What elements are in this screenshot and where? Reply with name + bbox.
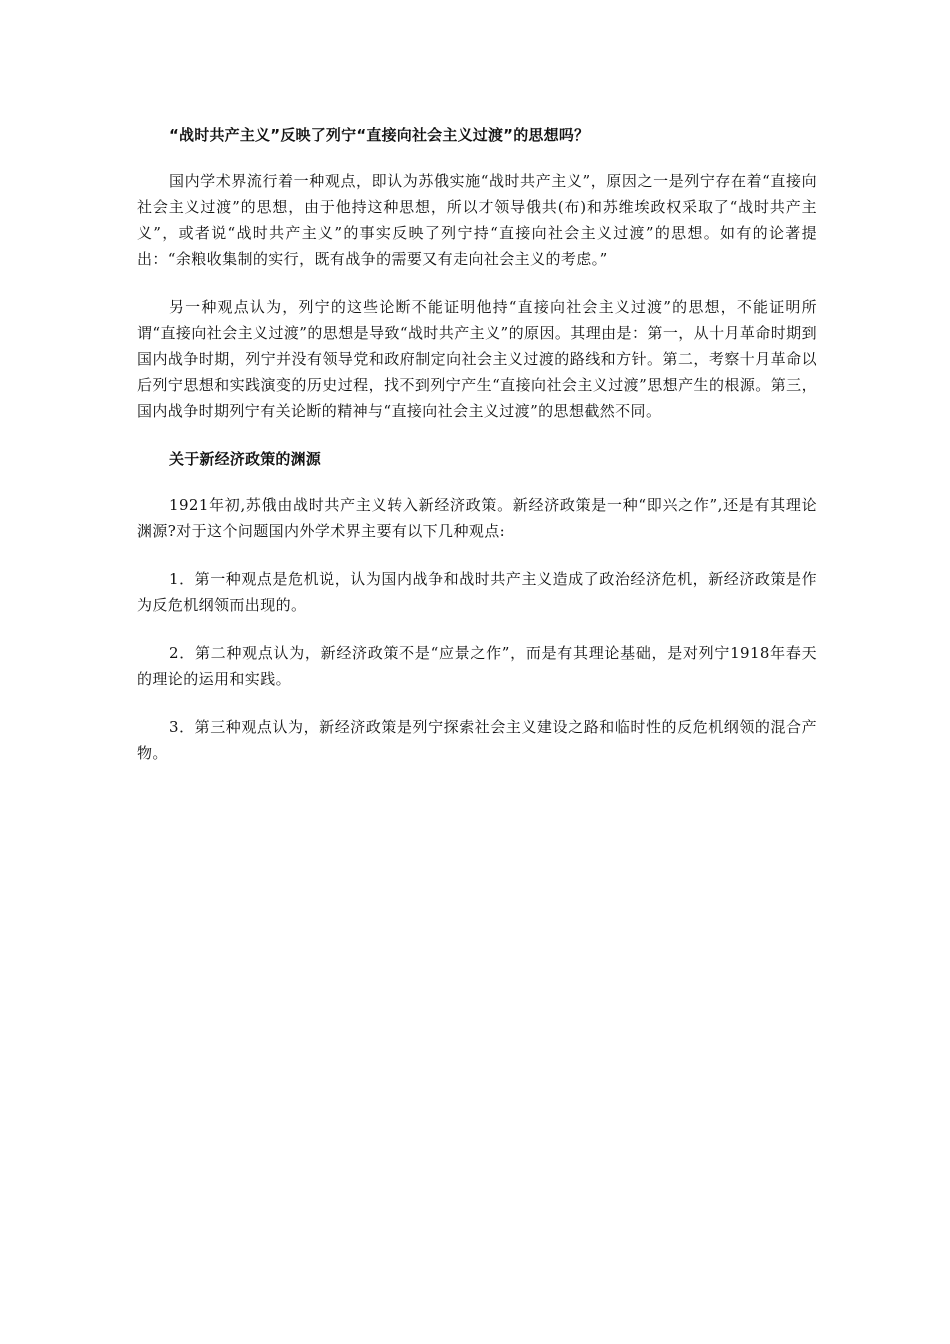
section2-heading: 关于新经济政策的渊源: [169, 450, 322, 468]
section2-paragraph-4: 3．第三种观点认为，新经济政策是列宁探索社会主义建设之路和临时性的反危机纲领的混合产物。: [137, 718, 817, 762]
spacer: [137, 424, 817, 446]
spacer: [137, 544, 817, 566]
spacer: [137, 472, 817, 492]
section2-paragraph-1: 1921年初,苏俄由战时共产主义转入新经济政策。新经济政策是一种“即兴之作”,还是有其理论渊源?对于这个问题国内外学术界主要有以下几种观点:: [137, 496, 817, 540]
spacer: [137, 148, 817, 168]
spacer: [137, 618, 817, 640]
section1-paragraph-1: 国内学术界流行着一种观点，即认为苏俄实施“战时共产主义”，原因之一是列宁存在着“直接向社会主义过渡”的思想，由于他持这种思想，所以才领导俄共(布)和苏维埃政权采取了“战时共产主义”，或者说“战时共产主义”的事实反映了列宁持“直接向社会主义过渡”的思想。如有的论著提出：“余粮收集制的实行，既有战争的需要又有走向社会主义的考虑。”: [137, 172, 817, 268]
spacer: [137, 692, 817, 714]
document-page: [137, 122, 817, 766]
section1-heading: “战时共产主义”反映了列宁“直接向社会主义过渡”的思想吗？: [169, 126, 590, 144]
section1-paragraph-2: 另一种观点认为，列宁的这些论断不能证明他持“直接向社会主义过渡”的思想，不能证明所谓“直接向社会主义过渡”的思想是导致“战时共产主义”的原因。其理由是：第一，从十月革命时期到国内战争时期，列宁并没有领导党和政府制定向社会主义过渡的路线和方针。第二，考察十月革命以后列宁思想和实践演变的历史过程，找不到列宁产生“直接向社会主义过渡”思想产生的根源。第三，国内战争时期列宁有关论断的精神与“直接向社会主义过渡”的思想截然不同。: [137, 298, 817, 420]
section2-paragraph-2: 1．第一种观点是危机说，认为国内战争和战时共产主义造成了政治经济危机，新经济政策是作为反危机纲领而出现的。: [137, 570, 817, 614]
section2-paragraph-3: 2．第二种观点认为，新经济政策不是“应景之作”，而是有其理论基础，是对列宁1918年春天的理论的运用和实践。: [137, 644, 817, 688]
spacer: [137, 272, 817, 294]
